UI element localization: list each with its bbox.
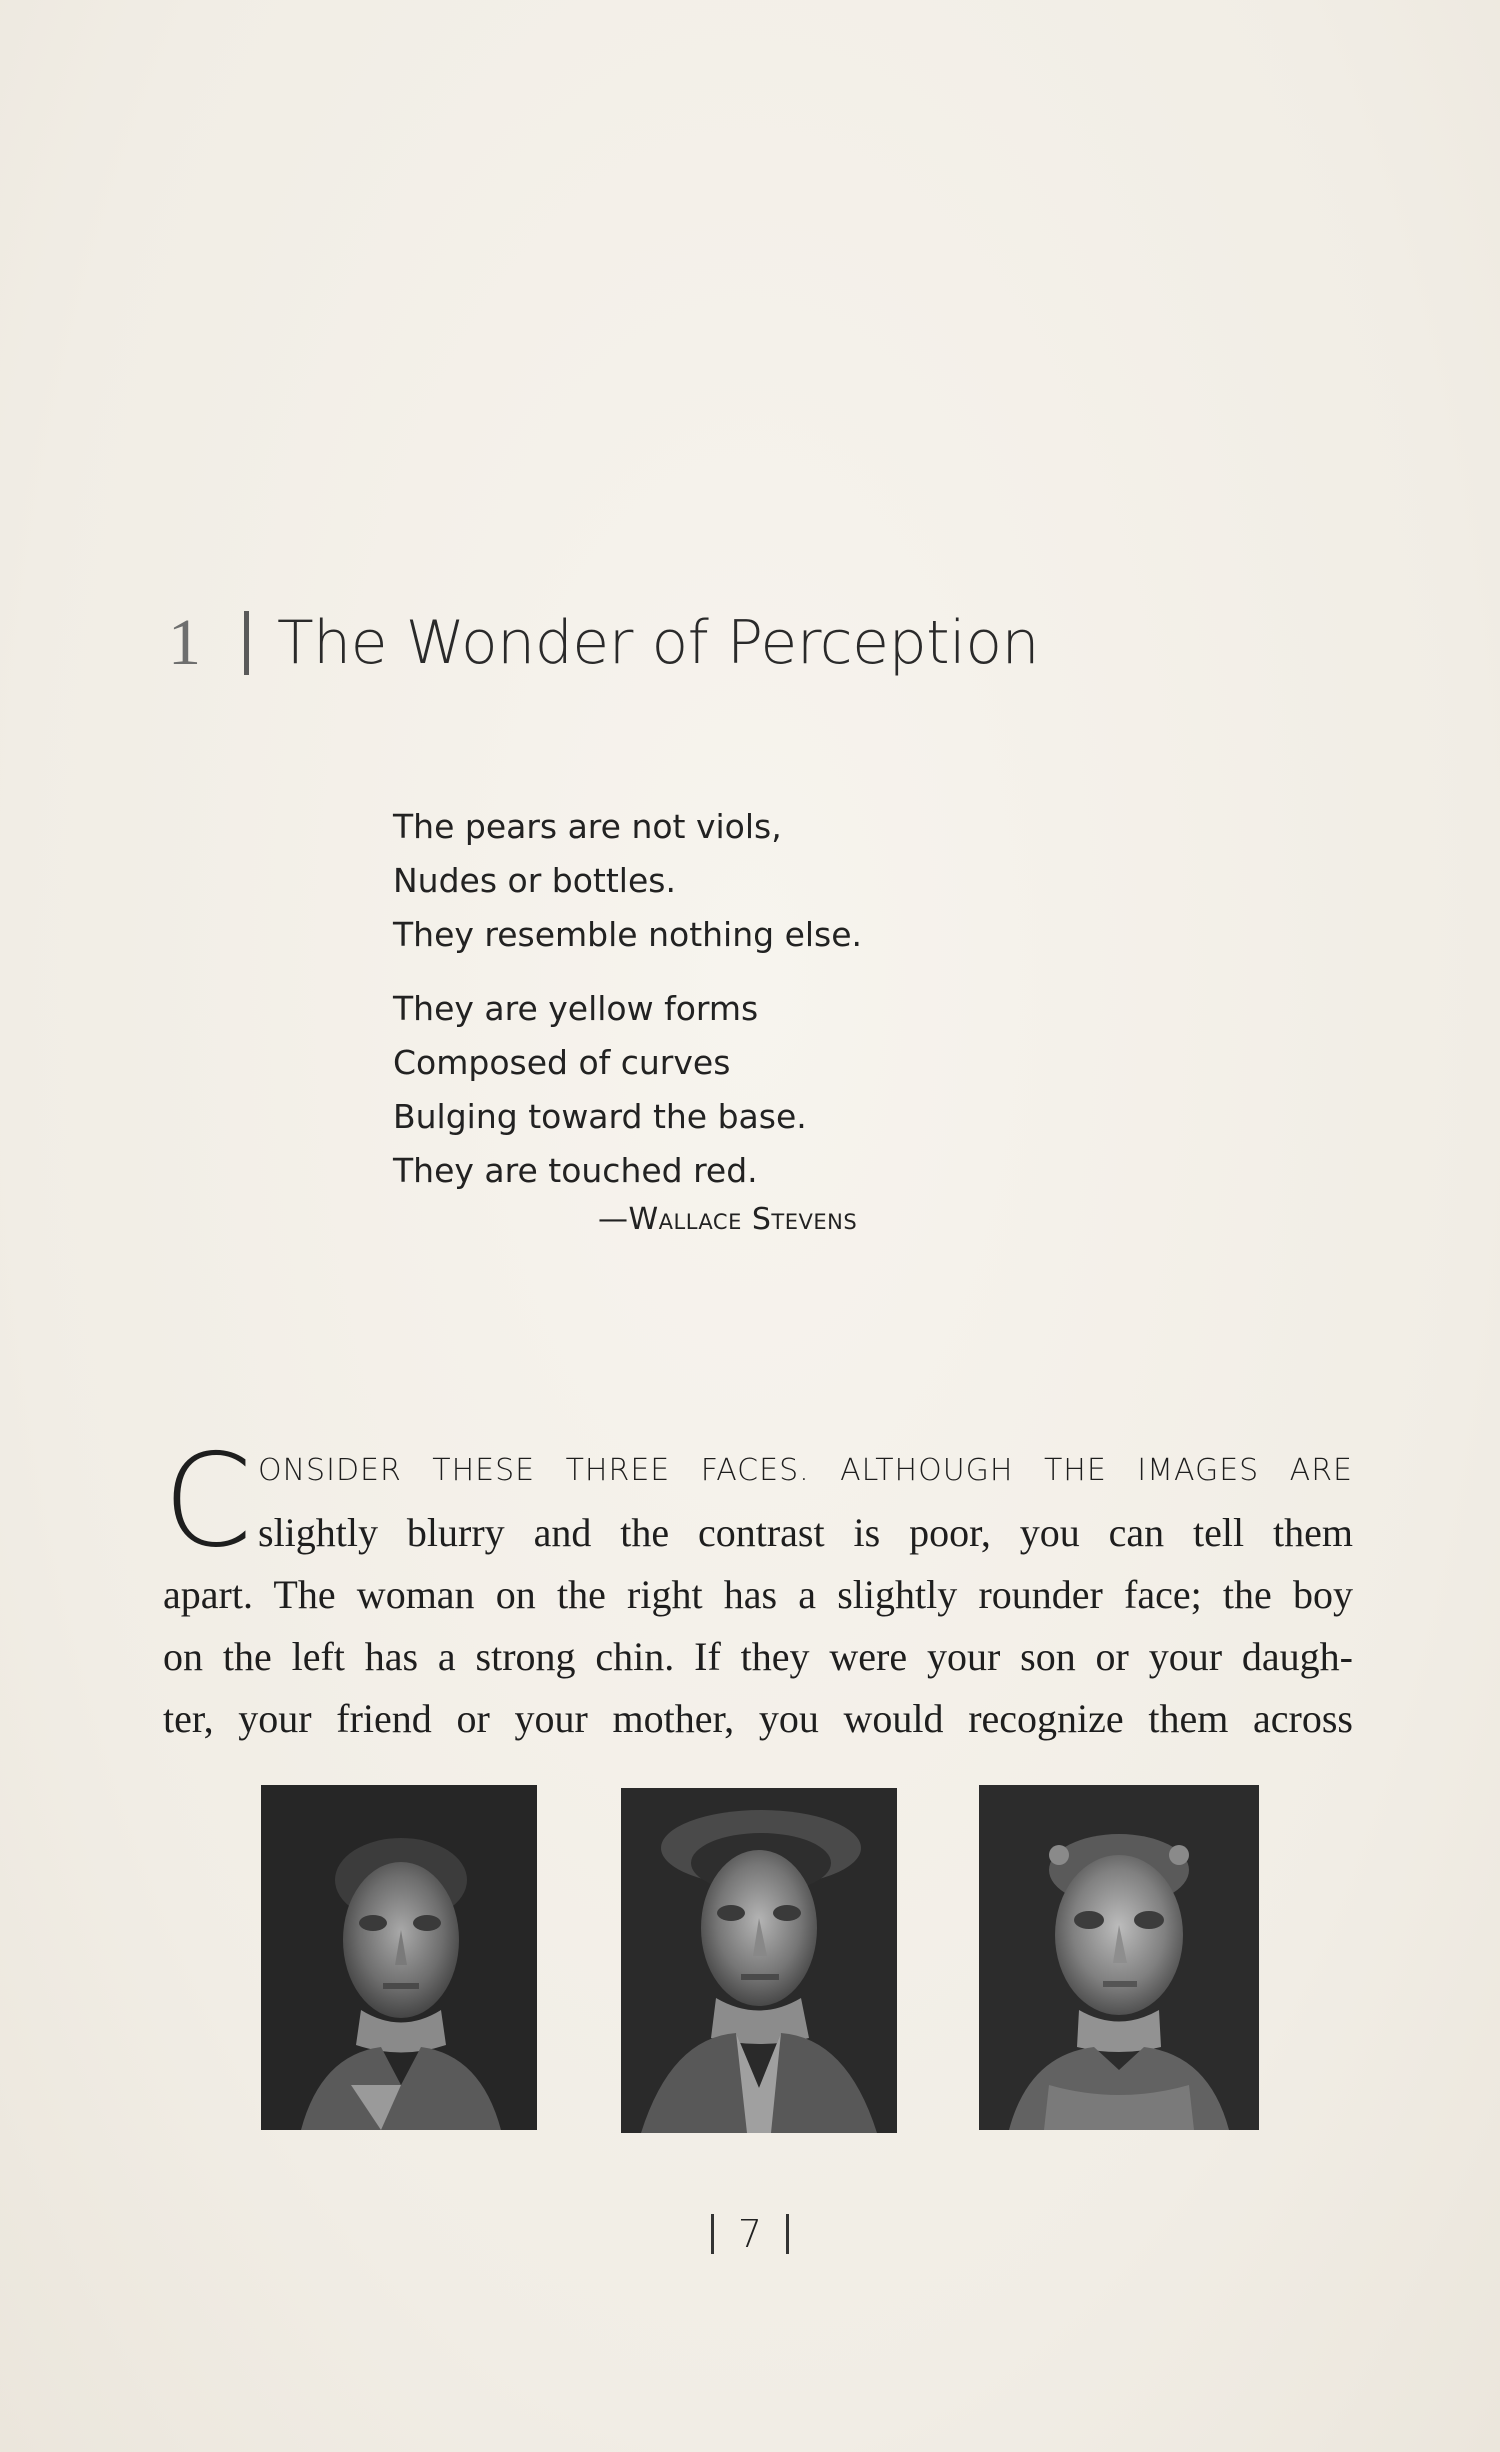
face-photo-man-middle-icon bbox=[621, 1788, 897, 2133]
body-line: slightly blurry and the contrast is poor, you can tell them bbox=[258, 1510, 1353, 1555]
epigraph-stanza-1 bbox=[393, 800, 953, 962]
page-number-bar-left bbox=[711, 2214, 714, 2254]
poem-line: Composed of curves bbox=[393, 1043, 731, 1082]
body-line-first: ONSIDER THESE THREE FACES. ALTHOUGH THE IMAGES ARE bbox=[258, 1453, 1353, 1488]
page-number bbox=[0, 2212, 1500, 2256]
chapter-divider bbox=[244, 611, 249, 675]
chapter-heading bbox=[168, 598, 1039, 688]
chapter-title: The Wonder of Perception bbox=[277, 608, 1040, 678]
body-line: ter, your friend or your mother, you would recognize them across bbox=[163, 1696, 1353, 1741]
epigraph-attribution: —Wallace Stevens bbox=[598, 1202, 858, 1237]
chapter-number: 1 bbox=[168, 606, 199, 679]
epigraph-stanza-2 bbox=[393, 982, 953, 1198]
poem-line: They are yellow forms bbox=[393, 989, 759, 1028]
poem-line: Nudes or bottles. bbox=[393, 861, 676, 900]
body-line: apart. The woman on the right has a slightly rounder face; the boy bbox=[163, 1572, 1353, 1617]
poem-line: Bulging toward the base. bbox=[393, 1097, 807, 1136]
body-paragraph bbox=[163, 1427, 1353, 1750]
page-number-bar-right bbox=[786, 2214, 789, 2254]
poem-line: They are touched red. bbox=[393, 1151, 758, 1190]
poem-line: They resemble nothing else. bbox=[393, 915, 863, 954]
page-number-value: 7 bbox=[737, 2212, 763, 2256]
face-photos bbox=[0, 1785, 1500, 2135]
epigraph bbox=[393, 800, 953, 1237]
drop-cap: C bbox=[163, 1427, 253, 1576]
poem-line: The pears are not viols, bbox=[393, 807, 782, 846]
face-photo-woman-right-icon bbox=[979, 1785, 1259, 2130]
body-line: on the left has a strong chin. If they were your son or your daugh- bbox=[163, 1634, 1353, 1679]
face-photo-boy-left-icon bbox=[261, 1785, 537, 2130]
